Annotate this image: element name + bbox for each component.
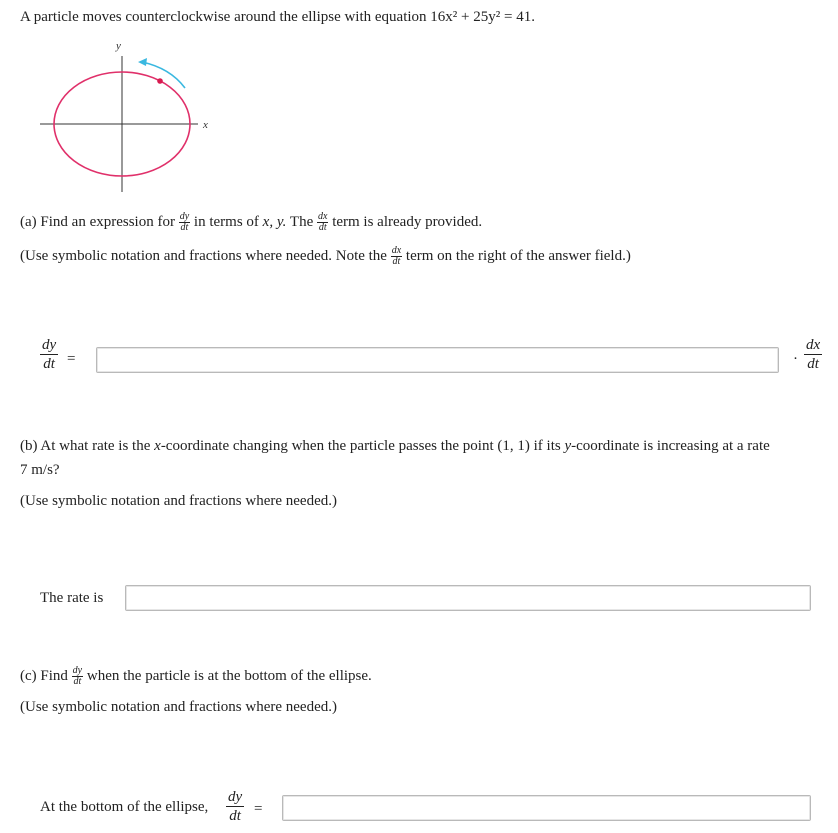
part-a-rhs: $\frac{dx}{dt}$ (806, 337, 821, 372)
part-a-note-suffix: term on the right of the answer field.) (405, 247, 631, 264)
ellipse-figure (30, 36, 230, 196)
part-b-note: (Use symbolic notation and fractions where needed.) (20, 493, 337, 509)
particle-point (157, 78, 163, 84)
x-axis-label: x (203, 119, 208, 131)
part-a-answer-input[interactable] (96, 347, 779, 373)
rate-label: The rate is (40, 590, 104, 606)
dx-dt-inline: $\frac{dx}{dt}$ (317, 211, 328, 233)
problem-statement (20, 8, 535, 26)
part-b-answer-input[interactable] (125, 585, 811, 611)
part-c-question: (c) Find $\frac{dy}{dt}$ when the particle is at the bottom of the ellipse. (20, 665, 372, 687)
bottom-label: At the bottom of the ellipse, (40, 799, 209, 815)
part-a-equals: = (67, 351, 76, 367)
arrow-head (138, 58, 147, 66)
part-a-question (20, 212, 482, 233)
part-a-lhs: $\frac{dy}{dt}$ (42, 337, 57, 372)
problem-intro: A particle moves counterclockwise around the ellipse with equation (20, 9, 427, 25)
part-a-suffix: term is already provided. (332, 213, 483, 230)
part-a-prefix: (a) Find an expression for (20, 213, 175, 230)
part-c-lhs: $\frac{dy}{dt}$ (228, 789, 243, 824)
part-a-note (20, 246, 631, 267)
part-a-note-prefix: (Use symbolic notation and fractions where needed. Note the (20, 247, 387, 264)
part-c-note: (Use symbolic notation and fractions where needed.) (20, 699, 337, 715)
y-axis-label: y (116, 40, 121, 52)
part-a-mid: in terms of (193, 213, 259, 230)
part-a-rhs-dot: · (793, 351, 798, 367)
part-b-question-line1: (b) At what rate is the x-coordinate changing when the particle passes the point (1, 1) if its y-coordinate is increasing at a rate (20, 438, 770, 454)
dy-dt-inline: $\frac{dy}{dt}$ (179, 211, 190, 233)
part-c-equals: = (254, 801, 263, 817)
ellipse-equation: 16x² + 25y² = 41. (430, 9, 535, 25)
part-a-vars: x, y. (262, 213, 287, 230)
counterclockwise-arrow (142, 62, 185, 88)
part-c-answer-input[interactable] (282, 795, 811, 821)
part-b-question-line2: 7 m/s? (20, 462, 60, 478)
dx-dt-note: $\frac{dx}{dt}$ (391, 245, 402, 267)
dy-dt-inline-c: $\frac{dy}{dt}$ (72, 665, 83, 687)
part-a-the: The (289, 213, 314, 230)
